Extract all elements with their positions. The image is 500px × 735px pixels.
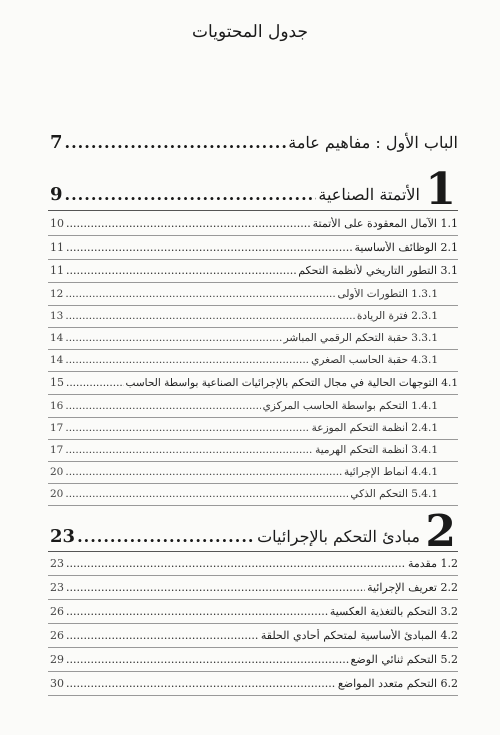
toc-entry[interactable]: 5.2 التحكم ثنائي الوضع ..... 29	[50, 653, 458, 666]
entry-rule	[48, 349, 458, 350]
entry-rule	[48, 461, 458, 462]
entry-rule	[48, 371, 458, 372]
entry-rule	[48, 671, 458, 672]
toc-entry[interactable]: 2.1 الوظائف الأساسية ..... 11	[50, 241, 458, 254]
entry-rule	[48, 483, 458, 484]
entry-rule	[48, 439, 458, 440]
entry-rule	[48, 647, 458, 648]
toc-entry[interactable]: 3.4.1 أنظمة التحكم الهرمية ..... 17	[50, 444, 438, 456]
dot-leader	[65, 185, 317, 204]
toc-entry[interactable]: 1.4.1 التحكم بواسطة الحاسب المركزي ..... 16	[50, 400, 438, 412]
chapter-number: 1	[425, 164, 456, 215]
entry-rule	[48, 305, 458, 306]
toc-entry[interactable]: 3.1 التطور التاريخي لأنظمة التحكم ..... 11	[50, 264, 458, 277]
entry-rule	[48, 282, 458, 283]
chapter-number: 2	[425, 506, 456, 557]
part-heading[interactable]	[50, 132, 458, 153]
chapter-heading[interactable]	[50, 184, 420, 205]
chapter-title: الأتمتة الصناعية	[318, 185, 420, 204]
toc-entry[interactable]: 4.1 التوجهات الحالية في مجال التحكم بالإجرائيات الصناعية بواسطة الحاسب ..... 15	[50, 376, 458, 389]
entry-rule	[48, 259, 458, 260]
chapter-title: مبادئ التحكم بالإجرائيات	[257, 527, 420, 546]
toc-entry[interactable]: 4.3.1 حقبة الحاسب الصغري ..... 14	[50, 354, 438, 366]
dot-leader	[65, 133, 287, 152]
toc-entry[interactable]: 5.4.1 التحكم الذكي ..... 20	[50, 488, 438, 500]
entry-rule	[48, 623, 458, 624]
part-page-number: 7	[50, 132, 63, 153]
entry-rule	[48, 575, 458, 576]
dot-leader	[77, 527, 255, 546]
toc-entry[interactable]: 1.2 مقدمة ..... 23	[50, 557, 458, 570]
toc-entry[interactable]: 2.3.1 فترة الريادة ..... 13	[50, 310, 438, 322]
page-title: جدول المحتويات	[192, 22, 308, 42]
toc-entry[interactable]: 4.4.1 أنماط الإجرائية ..... 20	[50, 466, 438, 478]
chapter-rule	[48, 210, 458, 211]
toc-entry[interactable]: 2.2 تعريف الإجرائية ..... 23	[50, 581, 458, 594]
toc-entry[interactable]: 3.3.1 حقبة التحكم الرقمي المباشر ..... 14	[50, 332, 438, 344]
chapter-page-number: 9	[50, 184, 63, 205]
entry-rule	[48, 327, 458, 328]
toc-entry[interactable]: 1.3.1 التطورات الأولى ..... 12	[50, 288, 438, 300]
entry-rule	[48, 695, 458, 696]
chapter-heading[interactable]	[50, 526, 420, 547]
entry-rule	[48, 505, 458, 506]
toc-entry[interactable]: 4.2 المبادئ الأساسية لمتحكم أحادي الحلقة ..... 26	[50, 629, 458, 642]
toc-entry[interactable]: 1.1 الآمال المعقودة على الأتمتة ..... 10	[50, 217, 458, 230]
entry-rule	[48, 417, 458, 418]
entry-rule	[48, 394, 458, 395]
chapter-rule	[48, 551, 458, 552]
toc-entry[interactable]: 2.4.1 أنظمة التحكم الموزعة ..... 17	[50, 422, 438, 434]
chapter-page-number: 23	[50, 526, 76, 547]
entry-rule	[48, 599, 458, 600]
entry-rule	[48, 235, 458, 236]
toc-entry[interactable]: 6.2 التحكم متعدد المواضع ..... 30	[50, 677, 458, 690]
toc-entry[interactable]: 3.2 التحكم بالتغذية العكسية ..... 26	[50, 605, 458, 618]
part-title: الباب الأول : مفاهيم عامة	[288, 133, 458, 152]
